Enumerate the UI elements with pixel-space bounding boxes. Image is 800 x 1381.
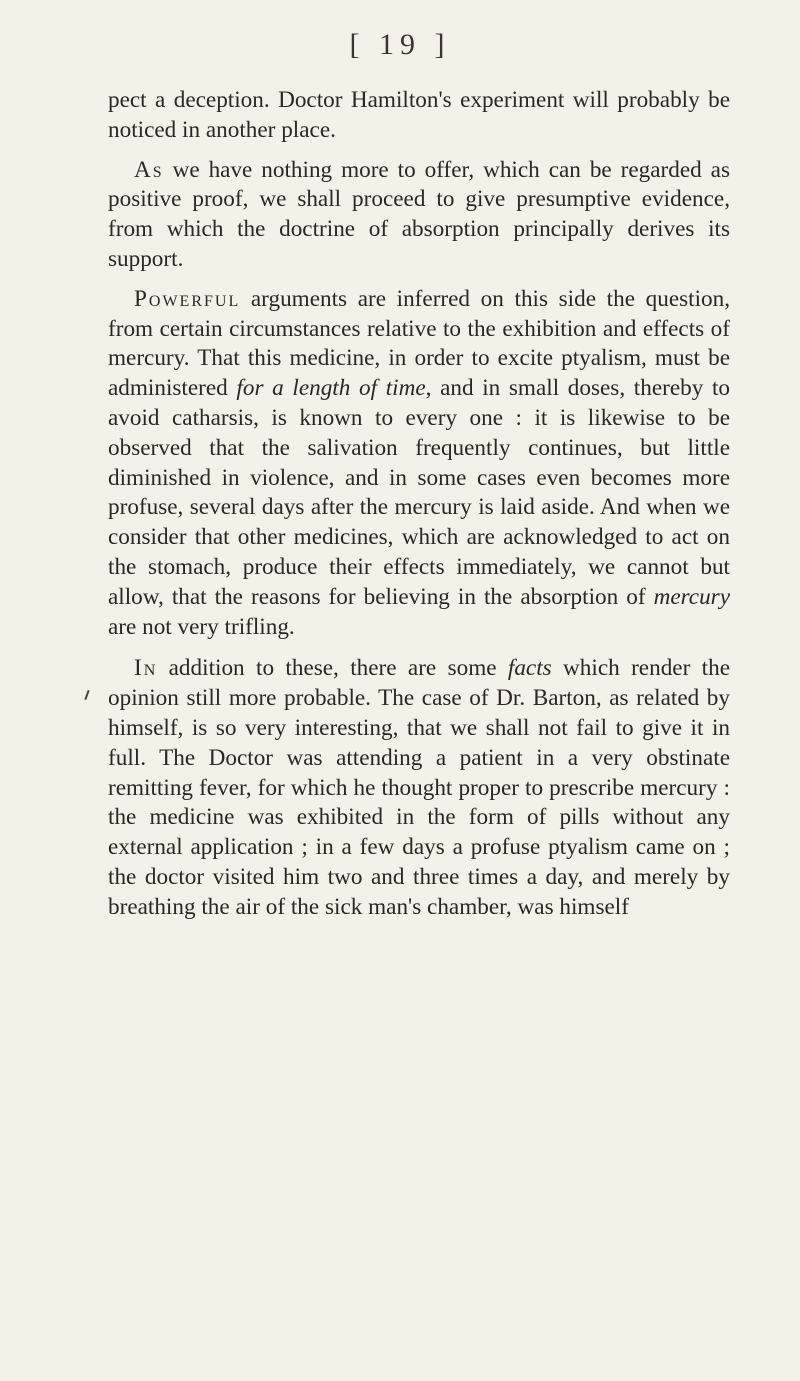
paragraph-4 <box>108 654 730 922</box>
page-number: [ 19 ] <box>349 28 451 61</box>
paragraph-1 <box>108 86 730 146</box>
paragraph-3-text-c: are not very trifling. <box>108 613 295 640</box>
paragraph-2-text: we have nothing more to offer, which can be regarded as positive proof, we shall proceed to give presumptive evidence, from which the doctrine of absorption principally derives its support. <box>108 156 730 272</box>
paragraph-3 <box>108 285 730 643</box>
paragraph-3-italic-b: mercury <box>653 583 730 610</box>
paragraph-4-text-b: which render the opinion still more probable. The case of Dr. Barton, as related by himself, is so very interesting, that we shall not fail to give it in full. The Doctor was attending a patient in a very obstinate remitting fever, for which he thought proper to prescribe mercury : the medicine was exhibited in the form of pills without any external application ; in a few days a profuse ptyalism came on ; the doctor visited him two and three times a day, and merely by breathing the air of the sick man's chamber, was himself <box>108 655 730 920</box>
paragraph-2-lead: As <box>134 156 164 183</box>
paragraph-4-lead: In <box>134 655 158 682</box>
paragraph-4-italic-a: facts <box>507 655 552 682</box>
page-body <box>108 86 730 923</box>
paragraph-1-text: pect a deception. Doctor Hamilton's experiment will probably be noticed in another place. <box>108 87 730 143</box>
paragraph-4-text-a: addition to these, there are some <box>157 655 508 682</box>
paragraph-2 <box>108 156 730 275</box>
paragraph-3-text-a: arguments are inferred on this side the question, from certain circumstances relative to the exhibition and effects of mercury. That this medicine, in order to excite ptyalism, must be administered <box>108 285 730 402</box>
paragraph-3-lead: Powerful <box>134 285 241 312</box>
margin-mark <box>84 690 89 700</box>
paragraph-3-text-b: , and in small doses, thereby to avoid catharsis, is known to every one : it is likewise to be observed that the salivation frequently continues, but little diminished in violence, and in some cases even becomes more profuse, several days after the mercury is laid aside. And when we consider that other medicines, which are acknowledged to act on the stomach, produce their effects immediately, we cannot but allow, that the reasons for believing in the absorption of <box>108 375 730 610</box>
paragraph-3-italic-a: for a length of time <box>236 375 426 402</box>
